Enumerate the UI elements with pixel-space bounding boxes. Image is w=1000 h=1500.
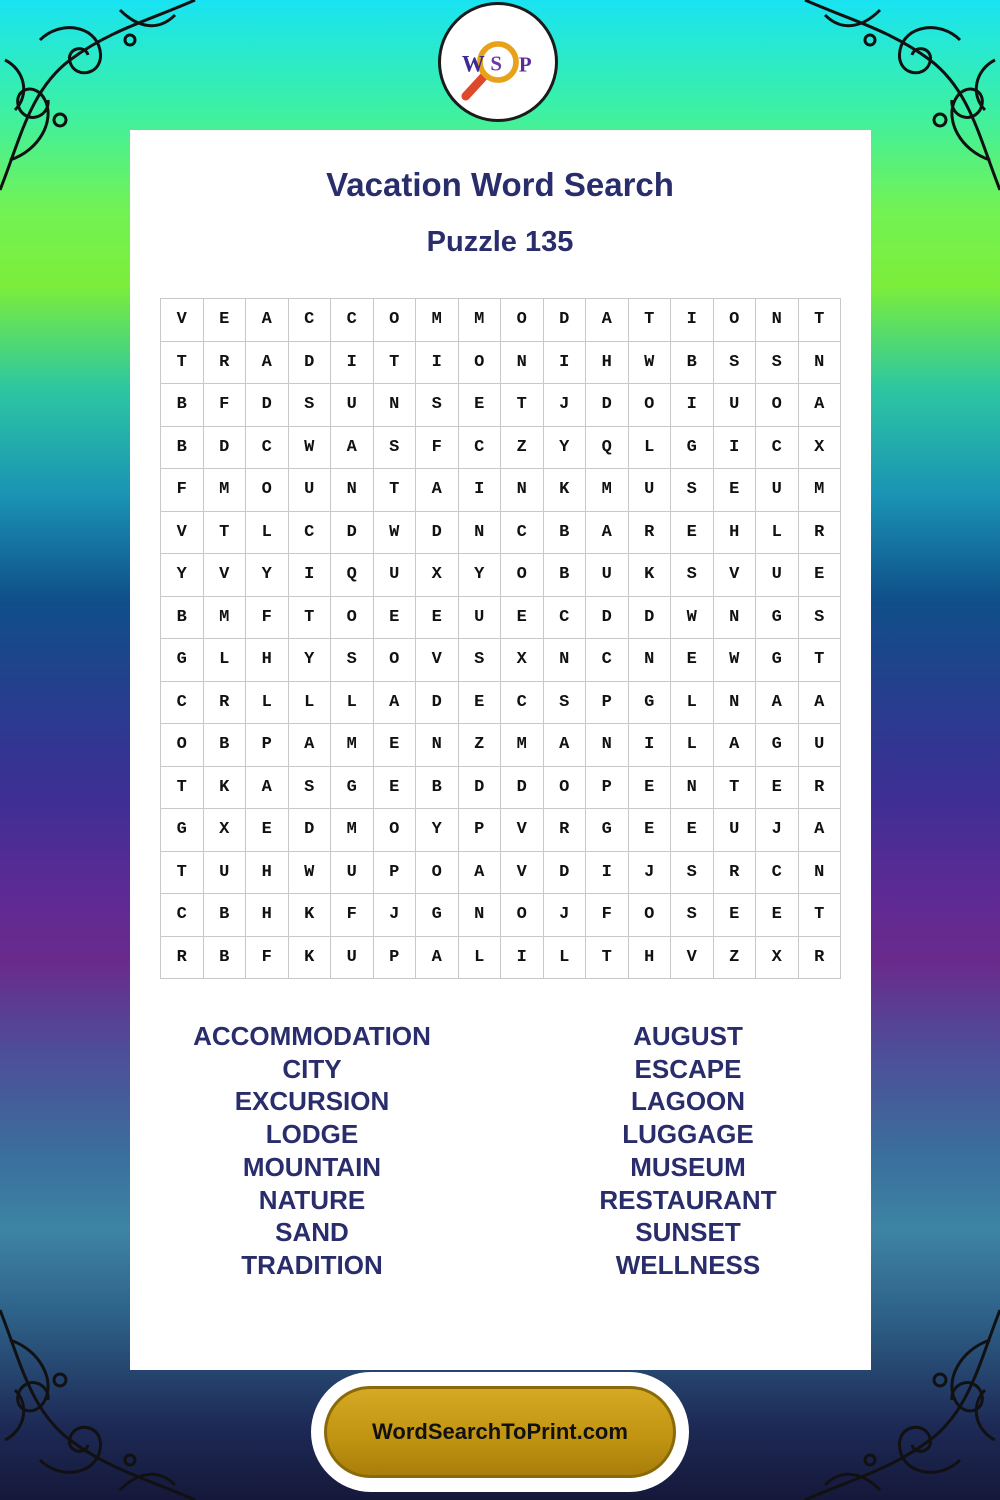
grid-cell[interactable]: L xyxy=(629,427,672,470)
grid-cell[interactable]: I xyxy=(501,937,544,980)
grid-cell[interactable]: T xyxy=(799,894,842,937)
grid-cell[interactable]: V xyxy=(161,512,204,555)
grid-cell[interactable]: A xyxy=(586,299,629,342)
grid-cell[interactable]: J xyxy=(756,809,799,852)
word-list-left xyxy=(162,1020,462,1282)
grid-cell[interactable]: N xyxy=(331,469,374,512)
grid-cell[interactable]: A xyxy=(289,724,332,767)
grid-cell[interactable]: D xyxy=(416,512,459,555)
grid-cell[interactable]: E xyxy=(629,809,672,852)
grid-cell[interactable]: T xyxy=(374,342,417,385)
grid-cell[interactable]: C xyxy=(246,427,289,470)
grid-cell[interactable]: W xyxy=(289,427,332,470)
grid-cell[interactable]: M xyxy=(799,469,842,512)
grid-cell[interactable]: I xyxy=(671,299,714,342)
grid-cell[interactable]: P xyxy=(246,724,289,767)
word-list-item: LUGGAGE xyxy=(622,1119,754,1150)
grid-cell[interactable]: Y xyxy=(289,639,332,682)
grid-cell[interactable]: U xyxy=(586,554,629,597)
word-list-item: ACCOMMODATION xyxy=(193,1021,431,1051)
grid-cell[interactable]: O xyxy=(374,299,417,342)
grid-cell[interactable]: A xyxy=(416,469,459,512)
grid-cell[interactable]: E xyxy=(756,767,799,810)
grid-cell[interactable]: G xyxy=(629,682,672,725)
grid-cell[interactable]: L xyxy=(246,512,289,555)
grid-cell[interactable]: F xyxy=(586,894,629,937)
grid-cell[interactable]: G xyxy=(756,597,799,640)
grid-cell[interactable]: C xyxy=(331,299,374,342)
grid-cell[interactable]: Z xyxy=(459,724,502,767)
grid-cell[interactable]: H xyxy=(246,639,289,682)
grid-cell[interactable]: R xyxy=(714,852,757,895)
grid-cell[interactable]: F xyxy=(161,469,204,512)
grid-cell[interactable]: N xyxy=(714,597,757,640)
grid-cell[interactable]: N xyxy=(501,469,544,512)
grid-cell[interactable]: U xyxy=(799,724,842,767)
grid-cell[interactable]: C xyxy=(586,639,629,682)
grid-cell[interactable]: J xyxy=(374,894,417,937)
grid-cell[interactable]: I xyxy=(459,469,502,512)
grid-cell[interactable]: A xyxy=(586,512,629,555)
grid-cell[interactable]: M xyxy=(204,469,247,512)
grid-cell[interactable]: O xyxy=(714,299,757,342)
grid-cell[interactable]: N xyxy=(799,852,842,895)
grid-cell[interactable]: Q xyxy=(586,427,629,470)
grid-cell[interactable]: M xyxy=(501,724,544,767)
grid-cell[interactable]: N xyxy=(416,724,459,767)
grid-cell[interactable]: S xyxy=(714,342,757,385)
grid-cell[interactable]: X xyxy=(416,554,459,597)
grid-cell[interactable]: H xyxy=(246,894,289,937)
word-list-item: NATURE xyxy=(258,1184,366,1215)
grid-cell[interactable]: R xyxy=(799,767,842,810)
grid-cell[interactable]: A xyxy=(374,682,417,725)
grid-cell[interactable]: S xyxy=(671,894,714,937)
grid-cell[interactable]: F xyxy=(331,894,374,937)
grid-cell[interactable]: C xyxy=(161,894,204,937)
grid-cell[interactable]: T xyxy=(374,469,417,512)
grid-cell[interactable]: K xyxy=(289,894,332,937)
grid-cell[interactable]: U xyxy=(629,469,672,512)
grid-cell[interactable]: A xyxy=(246,767,289,810)
grid-cell[interactable]: O xyxy=(544,767,587,810)
grid-cell[interactable]: A xyxy=(714,724,757,767)
grid-cell[interactable]: R xyxy=(204,342,247,385)
word-list-item: LAGOON xyxy=(630,1086,746,1117)
grid-cell[interactable]: T xyxy=(799,299,842,342)
grid-cell[interactable]: S xyxy=(671,554,714,597)
grid-cell[interactable]: E xyxy=(416,597,459,640)
grid-cell[interactable]: W xyxy=(629,342,672,385)
grid-cell[interactable]: O xyxy=(374,809,417,852)
grid-cell[interactable]: K xyxy=(289,937,332,980)
grid-cell[interactable]: W xyxy=(374,512,417,555)
word-list-item: CITY xyxy=(282,1053,342,1084)
grid-cell[interactable]: P xyxy=(586,767,629,810)
word-list-item: RESTAURANT xyxy=(599,1184,777,1215)
grid-cell[interactable]: D xyxy=(586,597,629,640)
grid-cell[interactable]: M xyxy=(331,809,374,852)
grid-cell[interactable]: P xyxy=(374,937,417,980)
grid-cell[interactable]: H xyxy=(586,342,629,385)
logo-letter-p: P xyxy=(518,52,532,77)
grid-cell[interactable]: A xyxy=(756,682,799,725)
grid-cell[interactable]: I xyxy=(416,342,459,385)
grid-cell[interactable]: S xyxy=(459,639,502,682)
grid-cell[interactable]: H xyxy=(714,512,757,555)
grid-cell[interactable]: X xyxy=(501,639,544,682)
grid-cell[interactable]: O xyxy=(374,639,417,682)
grid-cell[interactable]: D xyxy=(459,767,502,810)
grid-cell[interactable]: W xyxy=(671,597,714,640)
grid-cell[interactable]: S xyxy=(374,427,417,470)
grid-cell[interactable]: F xyxy=(204,384,247,427)
grid-cell[interactable]: A xyxy=(459,852,502,895)
grid-cell[interactable]: C xyxy=(501,512,544,555)
grid-cell[interactable]: N xyxy=(459,894,502,937)
grid-cell[interactable]: B xyxy=(161,384,204,427)
grid-cell[interactable]: E xyxy=(501,597,544,640)
grid-cell[interactable]: S xyxy=(756,342,799,385)
grid-cell[interactable]: S xyxy=(289,384,332,427)
grid-cell[interactable]: A xyxy=(246,342,289,385)
grid-cell[interactable]: T xyxy=(161,342,204,385)
grid-cell[interactable]: U xyxy=(331,852,374,895)
grid-cell[interactable]: O xyxy=(629,894,672,937)
grid-cell[interactable]: I xyxy=(714,427,757,470)
grid-cell[interactable]: G xyxy=(161,809,204,852)
grid-cell[interactable]: N xyxy=(586,724,629,767)
grid-cell[interactable]: S xyxy=(544,682,587,725)
grid-cell[interactable]: W xyxy=(289,852,332,895)
grid-cell[interactable]: M xyxy=(459,299,502,342)
grid-cell[interactable]: U xyxy=(289,469,332,512)
word-list-item: MUSEUM xyxy=(630,1151,746,1182)
grid-cell[interactable]: I xyxy=(671,384,714,427)
grid-cell[interactable]: U xyxy=(756,554,799,597)
word-list-item: ESCAPE xyxy=(634,1053,742,1084)
grid-cell[interactable]: V xyxy=(501,809,544,852)
grid-cell[interactable]: V xyxy=(714,554,757,597)
grid-cell[interactable]: A xyxy=(246,299,289,342)
word-list-right xyxy=(538,1020,838,1282)
grid-cell[interactable]: K xyxy=(629,554,672,597)
word-list-item: WELLNESS xyxy=(615,1249,761,1280)
grid-cell[interactable]: L xyxy=(246,682,289,725)
grid-cell[interactable]: L xyxy=(756,512,799,555)
grid-cell[interactable]: D xyxy=(629,597,672,640)
grid-cell[interactable]: C xyxy=(756,427,799,470)
grid-cell[interactable]: S xyxy=(416,384,459,427)
grid-cell[interactable]: W xyxy=(714,639,757,682)
grid-cell[interactable]: X xyxy=(204,809,247,852)
grid-cell[interactable]: O xyxy=(161,724,204,767)
grid-cell[interactable]: T xyxy=(204,512,247,555)
grid-cell[interactable]: D xyxy=(544,299,587,342)
grid-cell[interactable]: Z xyxy=(714,937,757,980)
grid-cell[interactable]: T xyxy=(714,767,757,810)
grid-cell[interactable]: X xyxy=(799,427,842,470)
grid-cell[interactable]: T xyxy=(289,597,332,640)
grid-cell[interactable]: O xyxy=(246,469,289,512)
grid-cell[interactable]: D xyxy=(331,512,374,555)
grid-cell[interactable]: U xyxy=(459,597,502,640)
grid-cell[interactable]: T xyxy=(629,299,672,342)
grid-cell[interactable]: Z xyxy=(501,427,544,470)
grid-cell[interactable]: H xyxy=(629,937,672,980)
grid-cell[interactable]: R xyxy=(161,937,204,980)
grid-cell[interactable]: B xyxy=(671,342,714,385)
grid-cell[interactable]: C xyxy=(289,512,332,555)
grid-cell[interactable]: N xyxy=(629,639,672,682)
grid-cell[interactable]: O xyxy=(416,852,459,895)
logo-letter-w: W xyxy=(461,51,485,77)
word-list-item: EXCURSION xyxy=(234,1086,390,1117)
grid-cell[interactable]: S xyxy=(289,767,332,810)
grid-cell[interactable]: C xyxy=(501,682,544,725)
grid-cell[interactable]: L xyxy=(459,937,502,980)
grid-cell[interactable]: V xyxy=(671,937,714,980)
grid-cell[interactable]: L xyxy=(671,682,714,725)
grid-cell[interactable]: I xyxy=(629,724,672,767)
page-title: Vacation Word Search xyxy=(326,166,674,203)
grid-cell[interactable]: Y xyxy=(544,427,587,470)
grid-cell[interactable]: O xyxy=(501,894,544,937)
grid-cell[interactable]: P xyxy=(459,809,502,852)
grid-cell[interactable]: E xyxy=(374,597,417,640)
grid-cell[interactable]: G xyxy=(416,894,459,937)
grid-cell[interactable]: U xyxy=(331,384,374,427)
grid-cell[interactable]: L xyxy=(671,724,714,767)
grid-cell[interactable]: I xyxy=(331,342,374,385)
grid-cell[interactable]: J xyxy=(629,852,672,895)
grid-cell[interactable]: T xyxy=(586,937,629,980)
grid-cell[interactable]: S xyxy=(331,639,374,682)
grid-cell[interactable]: A xyxy=(799,682,842,725)
grid-cell[interactable]: E xyxy=(714,469,757,512)
grid-cell[interactable]: N xyxy=(671,767,714,810)
grid-cell[interactable]: Y xyxy=(416,809,459,852)
word-list-item: MOUNTAIN xyxy=(242,1151,382,1182)
grid-cell[interactable]: Q xyxy=(331,554,374,597)
grid-cell[interactable]: U xyxy=(714,384,757,427)
grid-cell[interactable]: K xyxy=(544,469,587,512)
grid-cell[interactable]: C xyxy=(161,682,204,725)
word-list-item: SUNSET xyxy=(635,1217,741,1248)
grid-cell[interactable]: B xyxy=(204,724,247,767)
grid-cell[interactable]: O xyxy=(756,384,799,427)
grid-cell[interactable]: P xyxy=(586,682,629,725)
grid-cell[interactable]: D xyxy=(246,384,289,427)
grid-cell[interactable]: B xyxy=(416,767,459,810)
grid-cell[interactable]: C xyxy=(459,427,502,470)
grid-cell[interactable]: R xyxy=(799,512,842,555)
grid-cell[interactable]: A xyxy=(799,809,842,852)
grid-cell[interactable]: D xyxy=(501,767,544,810)
word-list-item: TRADITION xyxy=(241,1249,383,1280)
grid-cell[interactable]: C xyxy=(289,299,332,342)
grid-cell[interactable]: O xyxy=(501,554,544,597)
grid-cell[interactable]: G xyxy=(331,767,374,810)
logo-letter-s: S xyxy=(490,51,503,76)
grid-cell[interactable]: D xyxy=(289,809,332,852)
grid-cell[interactable]: B xyxy=(544,554,587,597)
grid-cell[interactable]: J xyxy=(544,894,587,937)
grid-cell[interactable]: Y xyxy=(459,554,502,597)
grid-cell[interactable]: U xyxy=(374,554,417,597)
grid-cell[interactable]: P xyxy=(374,852,417,895)
grid-cell[interactable]: E xyxy=(246,809,289,852)
grid-cell[interactable]: X xyxy=(756,937,799,980)
grid-cell[interactable]: A xyxy=(416,937,459,980)
grid-cell[interactable]: F xyxy=(246,937,289,980)
grid-cell[interactable]: H xyxy=(246,852,289,895)
grid-cell[interactable]: F xyxy=(246,597,289,640)
grid-cell[interactable]: E xyxy=(459,682,502,725)
grid-cell[interactable]: E xyxy=(204,299,247,342)
grid-cell[interactable]: U xyxy=(756,469,799,512)
grid-cell[interactable]: U xyxy=(204,852,247,895)
grid-cell[interactable]: I xyxy=(544,342,587,385)
grid-cell[interactable]: G xyxy=(756,724,799,767)
grid-cell[interactable]: M xyxy=(586,469,629,512)
grid-cell[interactable]: B xyxy=(204,894,247,937)
grid-cell[interactable]: O xyxy=(331,597,374,640)
grid-cell[interactable]: A xyxy=(799,384,842,427)
grid-cell[interactable]: N xyxy=(799,342,842,385)
grid-cell[interactable]: E xyxy=(374,767,417,810)
grid-cell[interactable]: T xyxy=(161,767,204,810)
grid-cell[interactable]: O xyxy=(501,299,544,342)
grid-cell[interactable]: F xyxy=(416,427,459,470)
grid-cell[interactable]: B xyxy=(544,512,587,555)
grid-cell[interactable]: D xyxy=(544,852,587,895)
grid-cell[interactable]: I xyxy=(586,852,629,895)
grid-cell[interactable]: G xyxy=(161,639,204,682)
grid-cell[interactable]: Y xyxy=(246,554,289,597)
grid-cell[interactable]: C xyxy=(756,852,799,895)
grid-cell[interactable]: E xyxy=(459,384,502,427)
grid-cell[interactable]: S xyxy=(671,852,714,895)
grid-cell[interactable]: I xyxy=(289,554,332,597)
grid-cell[interactable]: B xyxy=(161,597,204,640)
grid-cell[interactable]: N xyxy=(501,342,544,385)
puzzle-number: Puzzle 135 xyxy=(426,226,574,258)
grid-cell[interactable]: D xyxy=(416,682,459,725)
grid-cell[interactable]: S xyxy=(799,597,842,640)
grid-cell[interactable]: E xyxy=(374,724,417,767)
grid-cell[interactable]: C xyxy=(544,597,587,640)
grid-cell[interactable]: L xyxy=(289,682,332,725)
grid-cell[interactable]: M xyxy=(331,724,374,767)
grid-cell[interactable]: E xyxy=(756,894,799,937)
grid-cell[interactable]: N xyxy=(459,512,502,555)
grid-cell[interactable]: R xyxy=(544,809,587,852)
grid-cell[interactable]: E xyxy=(799,554,842,597)
grid-cell[interactable]: A xyxy=(331,427,374,470)
grid-cell[interactable]: U xyxy=(331,937,374,980)
word-list-item: AUGUST xyxy=(633,1021,743,1051)
grid-cell[interactable]: N xyxy=(544,639,587,682)
grid-cell[interactable]: L xyxy=(204,639,247,682)
grid-cell[interactable]: T xyxy=(501,384,544,427)
grid-cell[interactable]: E xyxy=(629,767,672,810)
grid-cell[interactable]: V xyxy=(204,554,247,597)
wsp-logo xyxy=(438,2,558,122)
grid-cell[interactable]: G xyxy=(671,427,714,470)
grid-cell[interactable]: O xyxy=(629,384,672,427)
grid-cell[interactable]: D xyxy=(289,342,332,385)
grid-cell[interactable]: A xyxy=(544,724,587,767)
grid-cell[interactable]: V xyxy=(161,299,204,342)
grid-cell[interactable]: L xyxy=(544,937,587,980)
grid-cell[interactable]: G xyxy=(756,639,799,682)
grid-cell[interactable]: V xyxy=(501,852,544,895)
grid-cell[interactable]: N xyxy=(374,384,417,427)
grid-cell[interactable]: Y xyxy=(161,554,204,597)
grid-cell[interactable]: R xyxy=(204,682,247,725)
grid-cell[interactable]: T xyxy=(161,852,204,895)
grid-cell[interactable]: N xyxy=(714,682,757,725)
grid-cell[interactable]: E xyxy=(671,512,714,555)
grid-cell[interactable]: E xyxy=(671,809,714,852)
grid-cell[interactable]: T xyxy=(799,639,842,682)
word-list-item: LODGE xyxy=(265,1119,359,1150)
grid-cell[interactable]: L xyxy=(331,682,374,725)
grid-cell[interactable]: G xyxy=(586,809,629,852)
grid-cell[interactable]: K xyxy=(204,767,247,810)
grid-cell[interactable]: U xyxy=(714,809,757,852)
grid-cell[interactable]: M xyxy=(204,597,247,640)
grid-cell[interactable]: E xyxy=(714,894,757,937)
grid-cell[interactable]: V xyxy=(416,639,459,682)
grid-cell[interactable]: O xyxy=(459,342,502,385)
grid-cell[interactable]: S xyxy=(671,469,714,512)
grid-cell[interactable]: M xyxy=(416,299,459,342)
website-button[interactable]: WordSearchToPrint.com xyxy=(324,1386,676,1478)
grid-cell[interactable]: D xyxy=(204,427,247,470)
grid-cell[interactable]: R xyxy=(629,512,672,555)
letter-grid xyxy=(160,298,841,979)
grid-cell[interactable]: D xyxy=(586,384,629,427)
grid-cell[interactable]: R xyxy=(799,937,842,980)
grid-cell[interactable]: B xyxy=(161,427,204,470)
word-list-item: SAND xyxy=(275,1217,349,1248)
grid-cell[interactable]: N xyxy=(756,299,799,342)
grid-cell[interactable]: J xyxy=(544,384,587,427)
grid-cell[interactable]: B xyxy=(204,937,247,980)
grid-cell[interactable]: E xyxy=(671,639,714,682)
